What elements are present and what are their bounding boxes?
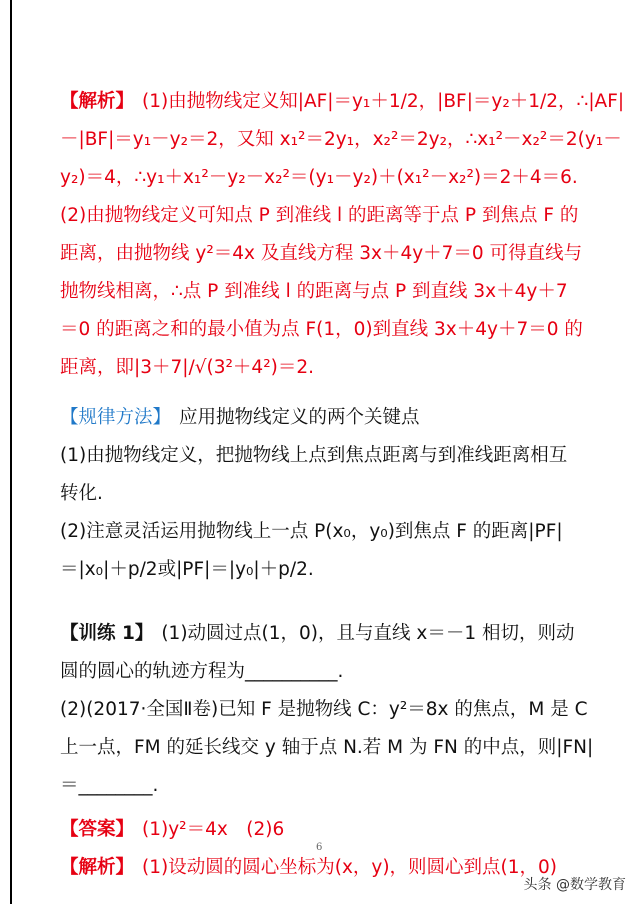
watermark-text: 头条 @数学教育 (523, 877, 626, 893)
method-tag: 【规律方法】 (60, 407, 172, 428)
page-number: 6 (316, 842, 323, 853)
training-text: (1)动圆过点(1，0)，且与直线 x＝－1 相切，则动 (161, 623, 575, 644)
training-line-2: 圆的圆心的轨迹方程为__________. (60, 661, 344, 682)
analysis-line-8: 距离，即|3＋7|/√(3²＋4²)＝2. (60, 357, 314, 378)
analysis-line-3: y₂)＝4，∴y₁＋x₁²－y₂－x₂²＝(y₁－y₂)＋(x₁²－x₂²)＝2＋4＝6. (60, 167, 578, 188)
method-line-4: ＝|x₀|＋p/2或|PF|＝|y₀|＋p/2. (60, 559, 314, 580)
method-line-3: (2)注意灵活运用抛物线上一点 P(x₀，y₀)到焦点 F 的距离|PF| (60, 521, 563, 542)
answer-line (60, 813, 284, 847)
answer-tag: 【答案】 (60, 819, 135, 840)
training-line-5: ＝________. (60, 775, 159, 796)
watermark (524, 874, 626, 894)
analysis-text: (1)由抛物线定义知|AF|＝y₁＋1/2，|BF|＝y₂＋1/2，∴|AF| (142, 91, 625, 112)
analysis-line-4: (2)由抛物线定义可知点 P 到准线 l 的距离等于点 P 到焦点 F 的 (60, 205, 579, 226)
answer-text: (1)y²＝4x (2)6 (142, 819, 285, 840)
method-line-1: (1)由抛物线定义，把抛物线上点到焦点距离与到准线距离相互 (60, 445, 568, 466)
analysis-line-5: 距离，由抛物线 y²＝4x 及直线方程 3x＋4y＋7＝0 可得直线与 (60, 243, 583, 264)
training-line-4: 上一点，FM 的延长线交 y 轴于点 N.若 M 为 FN 的中点，则|FN| (60, 737, 594, 758)
training-line-1 (60, 617, 575, 651)
analysis2-tag: 【解析】 (60, 857, 135, 878)
method-line-2: 转化. (60, 483, 103, 504)
analysis-line-6: 抛物线相离，∴点 P 到准线 l 的距离与点 P 到直线 3x＋4y＋7 (60, 281, 568, 302)
analysis-tag: 【解析】 (60, 91, 135, 112)
analysis-line-2: －|BF|＝y₁－y₂＝2，又知 x₁²＝2y₁，x₂²＝2y₂，∴x₁²－x₂²＝2(y₁－ (60, 129, 622, 150)
method-heading (60, 401, 420, 435)
analysis-line-1 (60, 85, 624, 119)
analysis2-line (60, 851, 557, 885)
analysis-line-7: ＝0 的距离之和的最小值为点 F(1，0)到直线 3x＋4y＋7＝0 的 (60, 319, 583, 340)
training-line-3: (2)(2017·全国Ⅱ卷)已知 F 是抛物线 C：y²＝8x 的焦点，M 是 C (60, 699, 588, 720)
training-tag: 【训练 1】 (60, 623, 154, 644)
method-title: 应用抛物线定义的两个关键点 (179, 407, 420, 428)
analysis2-text: (1)设动圆的圆心坐标为(x，y)，则圆心到点(1，0) (142, 857, 558, 878)
page-left-border (10, 0, 12, 904)
